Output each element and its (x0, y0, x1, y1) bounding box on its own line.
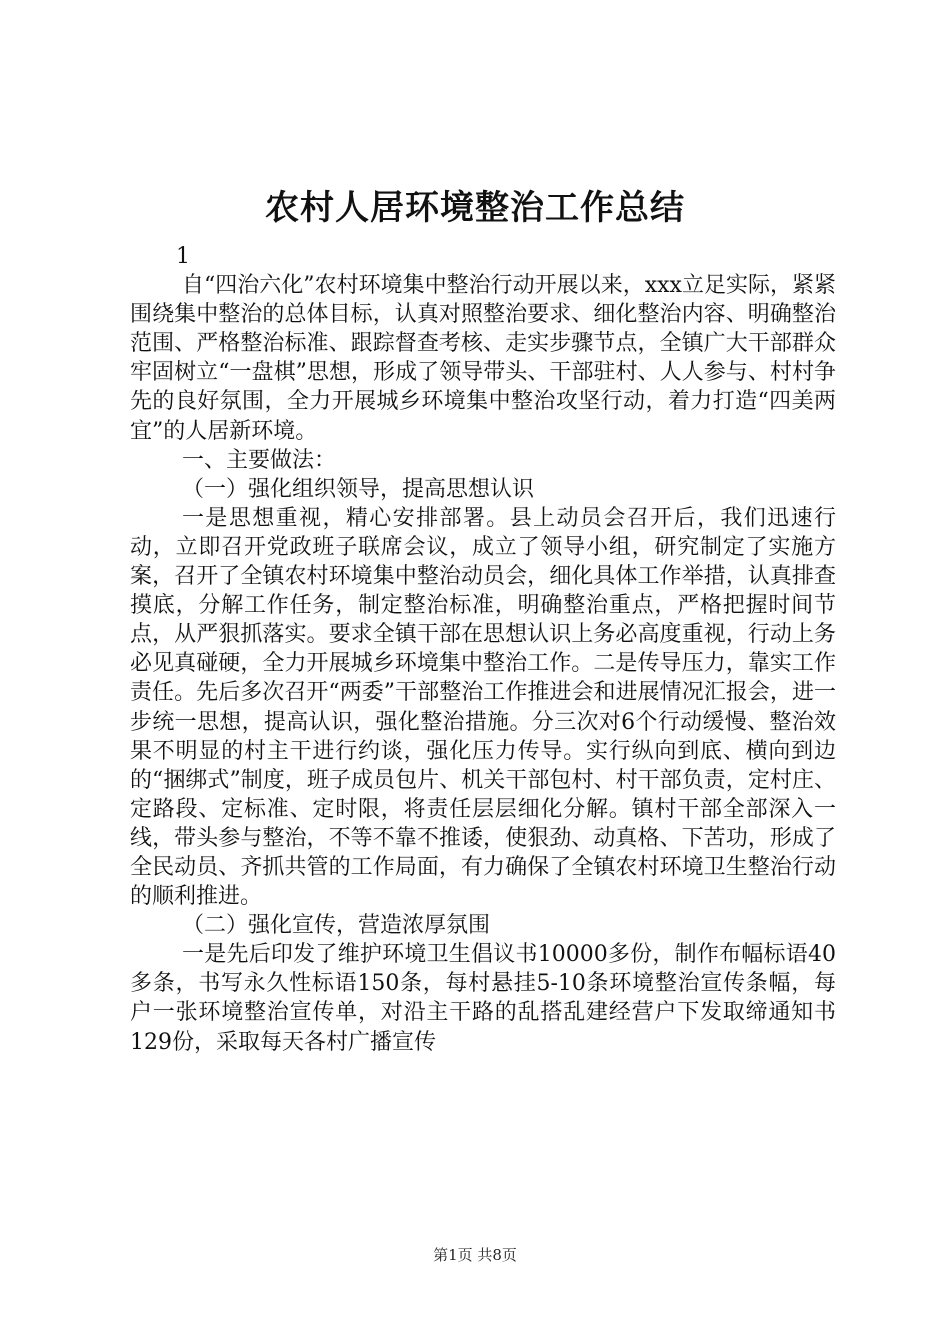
section-heading: 一、主要做法： (182, 447, 337, 473)
intro-paragraph: 自“四治六化”农村环境集中整治行动开展以来，xxx立足实际，紧紧围绕集中整治的总体目标，认真对照整治要求、细化整治内容、明确整治范围、严格整治标准、跟踪督查考核、走实步骤节点，全镇广大干部群众牢固树立“一盘棋”思想，形成了领导带头、干部驻村、人人参与、村村争先的良好氛围，全力开展城乡环境集中整治攻坚行动，着力打造“四美两宜”的人居新环境。 (130, 273, 836, 444)
body-paragraph-1: 一是思想重视，精心安排部署。县上动员会召开后，我们迅速行动，立即召开党政班子联席会议，成立了领导小组，研究制定了实施方案，召开了全镇农村环境集中整治动员会，细化具体工作举措，认真排查摸底，分解工作任务，制定整治标准，明确整治重点，严格把握时间节点，从严狠抓落实。要求全镇干部在思想认识上务必高度重视，行动上务必见真碰硬，全力开展城乡环境集中整治工作。二是传导压力，靠实工作责任。先后多次召开“两委”干部整治工作推进会和进展情况汇报会，进一步统一思想，提高认识，强化整治措施。分三次对6个行动缓慢、整治效果不明显的村主干进行约谈，强化压力传导。实行纵向到底、横向到边的“捆绑式”制度，班子成员包片、机关干部包村、村干部负责，定村庄、定路段、定标准、定时限，将责任层层细化分解。镇村干部全部深入一线，带头参与整治，不等不靠不推诿，使狠劲、动真格、下苦功，形成了全民动员、齐抓共管的工作局面，有力确保了全镇农村环境卫生整治行动的顺利推进。 (130, 505, 836, 910)
document-title: 农村人居环境整治工作总结 (265, 188, 685, 228)
section-number: 1 (176, 244, 190, 269)
subsection-heading-2: （二）强化宣传，营造浓厚氛围 (182, 913, 491, 939)
subsection-heading-1: （一）强化组织领导，提高思想认识 (182, 476, 535, 502)
body-paragraph-2: 一是先后印发了维护环境卫生倡议书10000多份，制作布幅标语40多条，书写永久性标语150条，每村悬挂5-10条环境整治宣传条幅，每户一张环境整治宣传单，对沿主干路的乱搭乱建经营户下发取缔通知书129份，采取每天各村广播宣传 (130, 942, 836, 1055)
page-footer: 第1页 共8页 (433, 1246, 517, 1264)
document-body (130, 242, 836, 1057)
